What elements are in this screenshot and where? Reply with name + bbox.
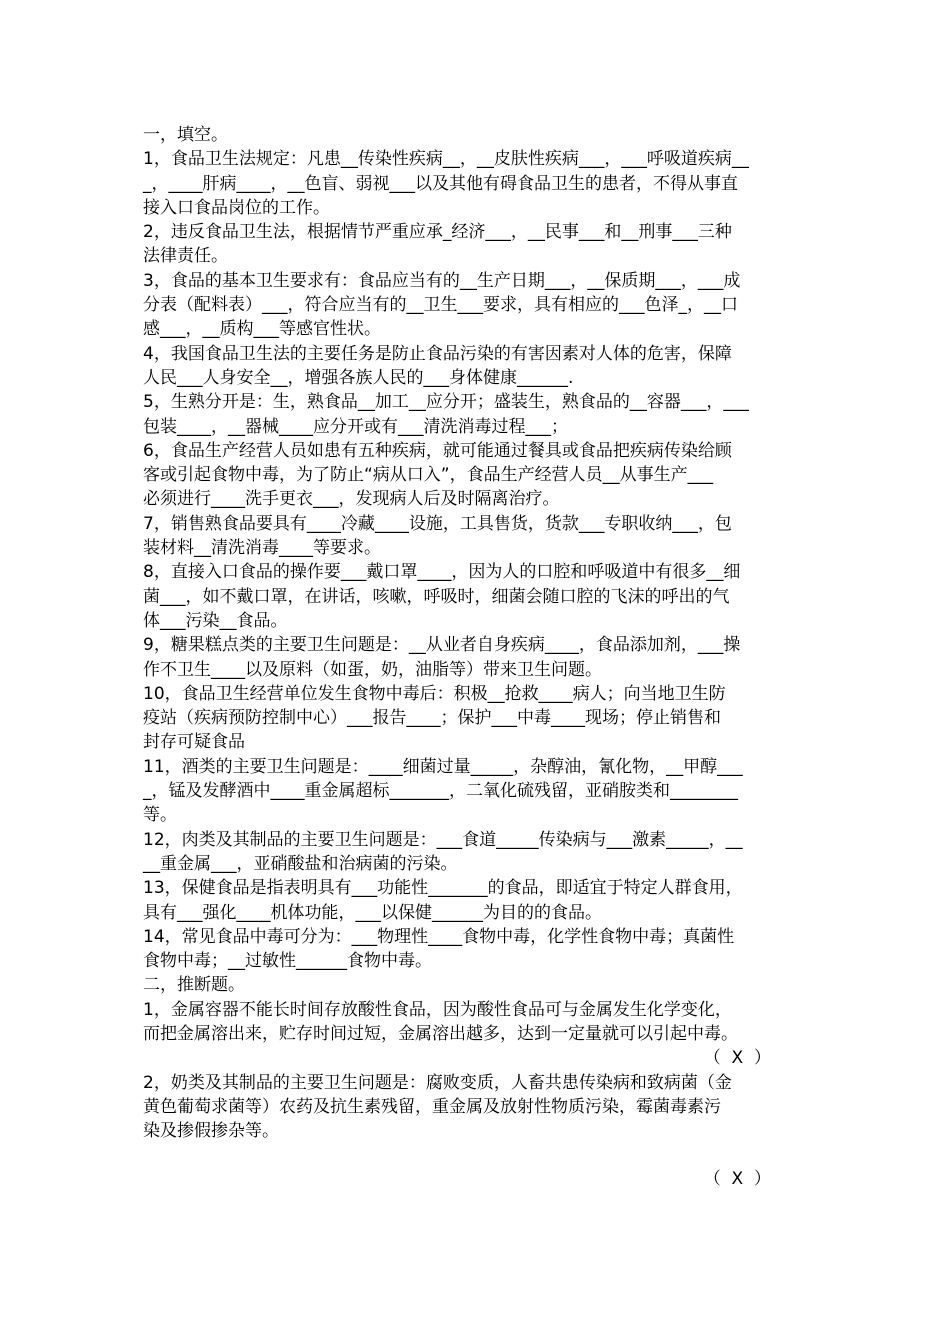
question-line: 7，销售熟食品要具有____冷藏____设施，工具售货，货款___专职收纳___，包	[143, 513, 732, 534]
question-line: 接入口食品岗位的工作。	[143, 197, 330, 218]
question-line: 3，食品的基本卫生要求有：食品应当有的__生产日期___，__保质期___，___成	[143, 270, 741, 291]
fill-blank-question-3	[143, 269, 813, 342]
question-line: 菌___，如不戴口罩，在讲话，咳嗽，呼吸时，细菌会随口腔的飞沫的呼出的气	[143, 586, 730, 607]
fill-blank-question-9	[143, 633, 813, 682]
question-line: 5，生熟分开是：生，熟食品__加工__应分开；盛装生，熟食品的__容器___，___	[143, 392, 749, 413]
question-line: 等。	[143, 805, 177, 826]
question-line: 作不卫生____以及原料（如蛋，奶，油脂等）带来卫生问题。	[143, 659, 602, 680]
question-line: _，锰及发酵酒中____重金属超标_______，二氧化硫残留，亚硝胺类和________	[143, 781, 738, 802]
question-line: 体___污染__食品。	[143, 610, 288, 631]
question-line: 8，直接入口食品的操作要___戴口罩____，因为人的口腔和呼吸道中有很多__细	[143, 562, 741, 583]
question-line: 黄色葡萄求菌等）农药及抗生素残留，重金属及放射性物质污染，霉菌毒素污	[143, 1096, 721, 1117]
question-line: 法律责任。	[143, 246, 228, 267]
spacer	[143, 1143, 813, 1167]
question-line: 14，常见食品中毒可分为：___物理性____食物中毒，化学性食物中毒；真菌性	[143, 926, 735, 947]
answer-mark: （ X ）	[703, 1169, 771, 1190]
question-line: 必须进行____洗手更衣___，发现病人后及时隔离治疗。	[143, 489, 560, 510]
question-line: _，____肝病____，__色盲、弱视___以及其他有碍食品卫生的患者，不得从事直	[143, 173, 738, 194]
fill-blank-questions	[143, 147, 813, 973]
fill-blank-question-13	[143, 876, 813, 925]
question-line: 而把金属溶出来，贮存时间过短，金属溶出越多，达到一定量就可以引起中毒。	[143, 1023, 738, 1044]
question-line: 分表（配料表）___，符合应当有的__卫生___要求，具有相应的___色泽_，__口	[143, 295, 738, 316]
question-line: 1，食品卫生法规定：凡患__传染性疾病__，__皮肤性疾病___，___呼吸道疾病__	[143, 149, 749, 170]
fill-blank-question-6	[143, 439, 813, 512]
question-line: __重金属___，亚硝酸盐和治病菌的污染。	[143, 853, 458, 874]
question-line: 感___，__质构___等感官性状。	[143, 319, 381, 340]
question-line: 1，金属容器不能长时间存放酸性食品，因为酸性食品可与金属发生化学变化，	[143, 999, 732, 1020]
question-line: 包装____，__器械____应分开或有___清洗消毒过程___；	[143, 416, 568, 437]
question-line: 疫站（疾病预防控制中心）___报告____；保护___中毒____现场；停止销售和	[143, 708, 721, 729]
question-line: 4，我国食品卫生法的主要任务是防止食品污染的有害因素对人体的危害，保障	[143, 343, 732, 364]
section-title-judgement: 二，推断题。	[143, 975, 245, 996]
fill-blank-question-2	[143, 220, 813, 269]
fill-blank-question-4	[143, 342, 813, 391]
document-body	[143, 123, 813, 1192]
fill-blank-question-5	[143, 390, 813, 439]
fill-blank-question-11	[143, 755, 813, 828]
question-line: 具有___强化____机体功能，___以保健______为目的的食品。	[143, 902, 602, 923]
answer-mark: （ X ）	[703, 1048, 771, 1069]
fill-blank-question-7	[143, 512, 813, 561]
question-line: 11，酒类的主要卫生问题是：____细菌过量_____，杂醇油，氰化物，__甲醇___	[143, 756, 743, 777]
question-line: 6，食品生产经营人员如患有五种疾病，就可能通过餐具或食品把疾病传染给顾	[143, 440, 732, 461]
fill-blank-question-1	[143, 147, 813, 220]
question-line: 染及掺假掺杂等。	[143, 1121, 279, 1142]
question-line: 2，奶类及其制品的主要卫生问题是：腐败变质，人畜共患传染病和致病菌（金	[143, 1072, 732, 1093]
judgement-question-2	[143, 1071, 813, 1192]
question-line: 人民___人身安全__，增强各族人民的___身体健康______.	[143, 367, 574, 388]
question-line: 2，违反食品卫生法，根据情节严重应承_经济___，__民事___和__刑事___三种	[143, 222, 732, 243]
question-line: 封存可疑食品	[143, 732, 245, 753]
question-line: 13，保健食品是指表明具有___功能性_______的食品，即适宜于特定人群食用，	[143, 878, 743, 899]
judgement-question-1	[143, 998, 813, 1071]
fill-blank-question-8	[143, 560, 813, 633]
question-line: 9，糖果糕点类的主要卫生问题是：__从业者自身疾病____，食品添加剂，___操	[143, 635, 741, 656]
fill-blank-question-12	[143, 828, 813, 877]
question-line: 食物中毒；__过敏性______食物中毒。	[143, 951, 432, 972]
question-line: 客或引起食物中毒，为了防止“病从口入”，食品生产经营人员__从事生产___	[143, 465, 714, 486]
question-line: 12，肉类及其制品的主要卫生问题是：___食道_____传染病与___激素_____，__	[143, 829, 743, 850]
question-line: 10，食品卫生经营单位发生食物中毒后：积极__抢救____病人；向当地卫生防	[143, 683, 726, 704]
section-title-fill-blank: 一，填空。	[143, 125, 228, 145]
fill-blank-question-10	[143, 682, 813, 755]
question-line: 装材料__清洗消毒____等要求。	[143, 538, 381, 559]
fill-blank-question-14	[143, 925, 813, 974]
